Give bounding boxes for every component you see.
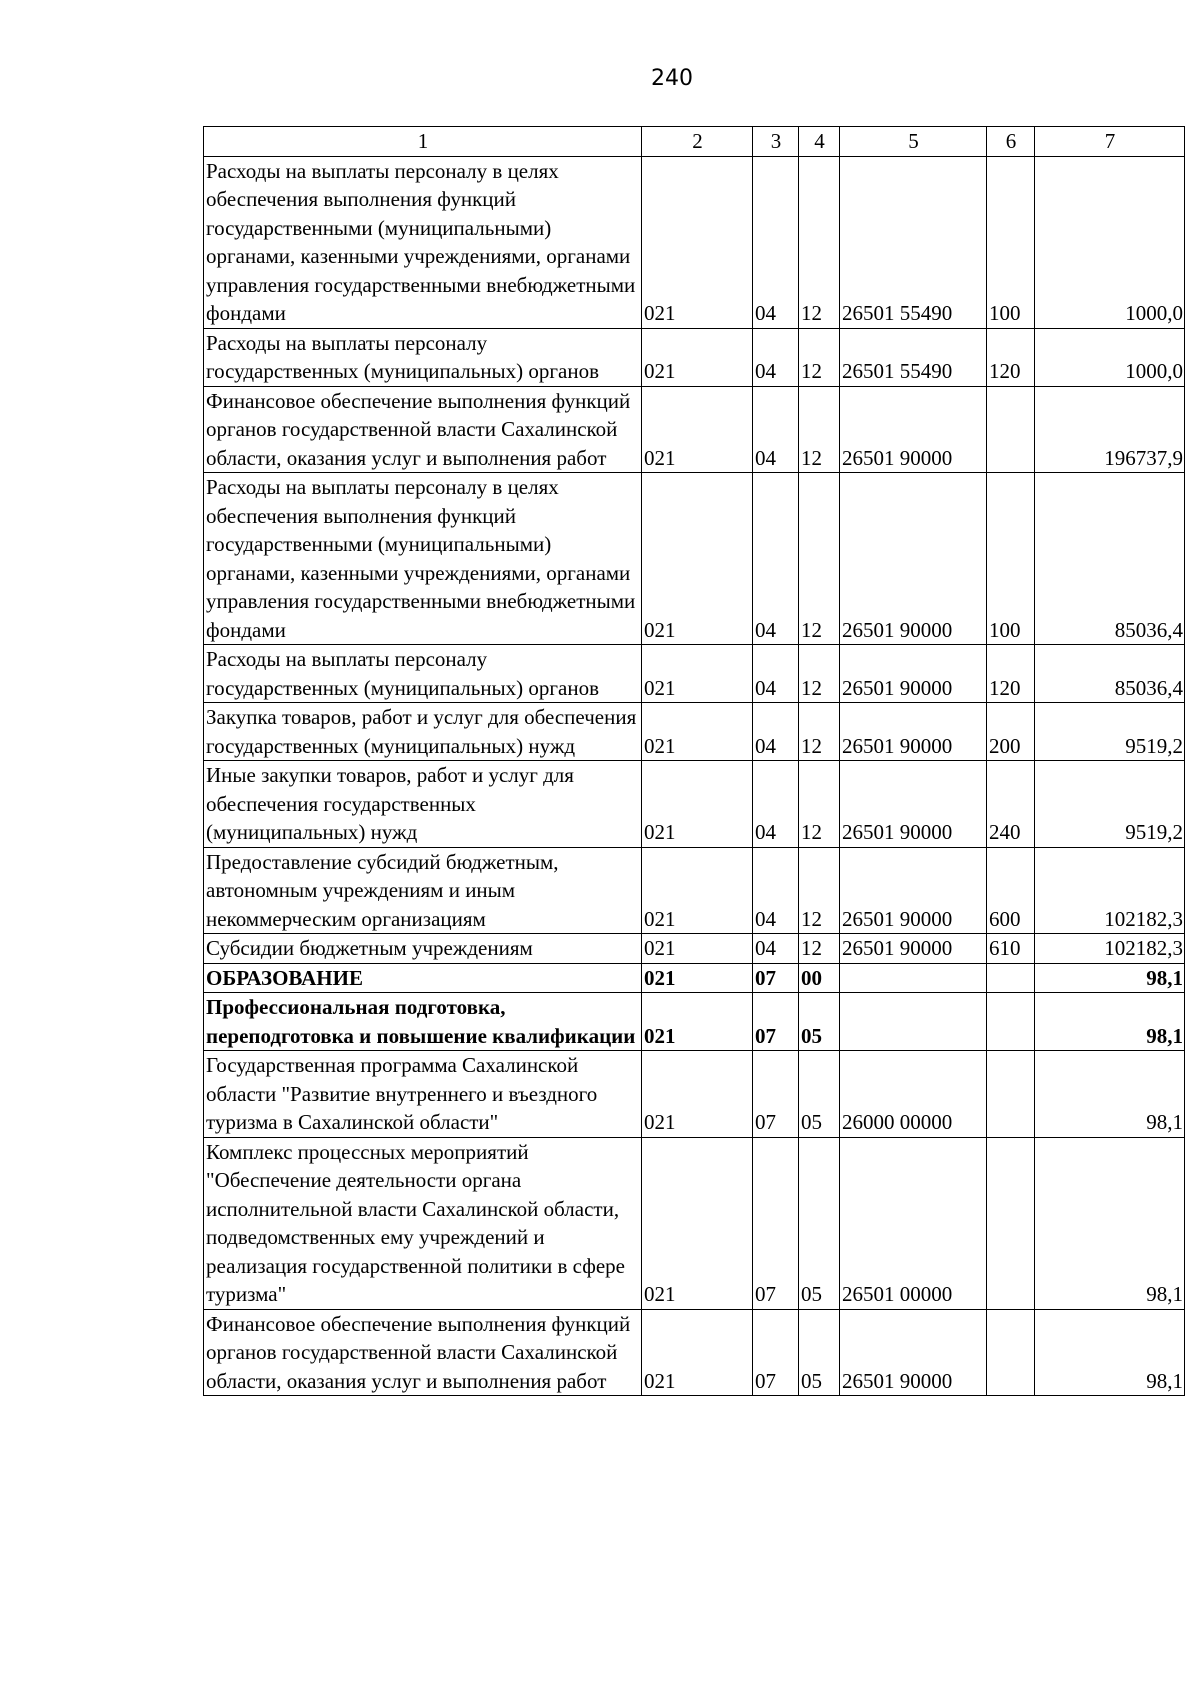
row-expense-type-cell: 240 (987, 761, 1035, 848)
row-expense-type-cell (987, 386, 1035, 473)
row-code-cell: 021 (642, 761, 753, 848)
row-name-cell: Комплекс процессных мероприятий "Обеспечение деятельности органа исполнительной власти Сахалинской области, подведомственных ему учреждений и реализация государственной политики в сфере туризма" (204, 1137, 642, 1309)
row-section-cell: 04 (753, 761, 799, 848)
header-cell-5: 5 (840, 127, 987, 157)
row-section-cell: 04 (753, 847, 799, 934)
header-cell-3: 3 (753, 127, 799, 157)
row-section-cell: 04 (753, 386, 799, 473)
row-code-cell: 021 (642, 156, 753, 328)
page-number: 240 (651, 66, 693, 91)
row-section-cell: 04 (753, 328, 799, 386)
row-expense-type-cell (987, 993, 1035, 1051)
row-code-cell: 021 (642, 386, 753, 473)
header-cell-2: 2 (642, 127, 753, 157)
row-target-article-cell: 26501 55490 (840, 328, 987, 386)
row-code-cell: 021 (642, 963, 753, 993)
row-name-cell: Иные закупки товаров, работ и услуг для обеспечения государственных (муниципальных) нужд (204, 761, 642, 848)
table-row (204, 703, 1185, 761)
row-subsection-cell: 12 (799, 761, 840, 848)
row-name-cell: ОБРАЗОВАНИЕ (204, 963, 642, 993)
header-cell-7: 7 (1035, 127, 1185, 157)
table-row (204, 847, 1185, 934)
row-name-cell: Государственная программа Сахалинской области "Развитие внутреннего и въездного туризма в Сахалинской области" (204, 1051, 642, 1138)
row-subsection-cell: 12 (799, 328, 840, 386)
row-amount-cell: 98,1 (1035, 1137, 1185, 1309)
row-amount-cell: 102182,3 (1035, 847, 1185, 934)
row-amount-cell: 98,1 (1035, 1051, 1185, 1138)
row-subsection-cell: 12 (799, 934, 840, 964)
row-amount-cell: 1000,0 (1035, 156, 1185, 328)
row-expense-type-cell (987, 1051, 1035, 1138)
row-expense-type-cell: 610 (987, 934, 1035, 964)
row-section-cell: 04 (753, 934, 799, 964)
row-code-cell: 021 (642, 1137, 753, 1309)
row-name-cell: Финансовое обеспечение выполнения функций органов государственной власти Сахалинской области, оказания услуг и выполнения работ (204, 386, 642, 473)
row-target-article-cell: 26501 90000 (840, 703, 987, 761)
row-amount-cell: 9519,2 (1035, 761, 1185, 848)
row-target-article-cell (840, 993, 987, 1051)
row-target-article-cell: 26501 90000 (840, 1309, 987, 1396)
table-row (204, 473, 1185, 645)
row-section-cell: 04 (753, 473, 799, 645)
row-target-article-cell: 26501 90000 (840, 386, 987, 473)
row-subsection-cell: 05 (799, 993, 840, 1051)
row-name-cell: Расходы на выплаты персоналу в целях обеспечения выполнения функций государственными (муниципальными) органами, казенными учреждениями, органами управления государственными внебюджетными фондами (204, 156, 642, 328)
row-section-cell: 07 (753, 993, 799, 1051)
row-section-cell: 07 (753, 1137, 799, 1309)
row-expense-type-cell (987, 1137, 1035, 1309)
row-subsection-cell: 12 (799, 645, 840, 703)
row-subsection-cell: 05 (799, 1137, 840, 1309)
row-amount-cell: 85036,4 (1035, 473, 1185, 645)
row-subsection-cell: 00 (799, 963, 840, 993)
table-row (204, 1051, 1185, 1138)
row-amount-cell: 196737,9 (1035, 386, 1185, 473)
row-amount-cell: 98,1 (1035, 963, 1185, 993)
header-cell-4: 4 (799, 127, 840, 157)
table-row (204, 1137, 1185, 1309)
row-expense-type-cell (987, 963, 1035, 993)
row-code-cell: 021 (642, 703, 753, 761)
row-target-article-cell: 26000 00000 (840, 1051, 987, 1138)
row-target-article-cell: 26501 55490 (840, 156, 987, 328)
header-cell-6: 6 (987, 127, 1035, 157)
row-amount-cell: 98,1 (1035, 1309, 1185, 1396)
budget-table (203, 126, 1185, 1396)
row-name-cell: Финансовое обеспечение выполнения функций органов государственной власти Сахалинской области, оказания услуг и выполнения работ (204, 1309, 642, 1396)
row-expense-type-cell (987, 1309, 1035, 1396)
table-row (204, 934, 1185, 964)
row-code-cell: 021 (642, 934, 753, 964)
row-expense-type-cell: 100 (987, 473, 1035, 645)
table-row (204, 386, 1185, 473)
row-code-cell: 021 (642, 473, 753, 645)
row-expense-type-cell: 600 (987, 847, 1035, 934)
table-header-row (204, 127, 1185, 157)
row-subsection-cell: 12 (799, 847, 840, 934)
row-target-article-cell: 26501 90000 (840, 761, 987, 848)
row-target-article-cell: 26501 90000 (840, 473, 987, 645)
row-amount-cell: 1000,0 (1035, 328, 1185, 386)
table-row (204, 328, 1185, 386)
row-name-cell: Расходы на выплаты персоналу в целях обеспечения выполнения функций государственными (муниципальными) органами, казенными учреждениями, органами управления государственными внебюджетными фондами (204, 473, 642, 645)
table-row (204, 156, 1185, 328)
row-subsection-cell: 12 (799, 386, 840, 473)
row-name-cell: Расходы на выплаты персоналу государственных (муниципальных) органов (204, 328, 642, 386)
row-subsection-cell: 05 (799, 1051, 840, 1138)
table-row (204, 761, 1185, 848)
row-target-article-cell: 26501 00000 (840, 1137, 987, 1309)
row-code-cell: 021 (642, 993, 753, 1051)
row-subsection-cell: 12 (799, 156, 840, 328)
row-expense-type-cell: 120 (987, 328, 1035, 386)
row-amount-cell: 9519,2 (1035, 703, 1185, 761)
row-target-article-cell: 26501 90000 (840, 645, 987, 703)
row-subsection-cell: 12 (799, 703, 840, 761)
row-section-cell: 04 (753, 645, 799, 703)
row-name-cell: Закупка товаров, работ и услуг для обеспечения государственных (муниципальных) нужд (204, 703, 642, 761)
row-code-cell: 021 (642, 328, 753, 386)
row-section-cell: 07 (753, 1051, 799, 1138)
row-code-cell: 021 (642, 1051, 753, 1138)
row-code-cell: 021 (642, 1309, 753, 1396)
row-expense-type-cell: 200 (987, 703, 1035, 761)
table-row (204, 1309, 1185, 1396)
row-target-article-cell: 26501 90000 (840, 934, 987, 964)
row-name-cell: Субсидии бюджетным учреждениям (204, 934, 642, 964)
row-code-cell: 021 (642, 645, 753, 703)
row-subsection-cell: 12 (799, 473, 840, 645)
row-expense-type-cell: 120 (987, 645, 1035, 703)
table-row (204, 645, 1185, 703)
row-section-cell: 07 (753, 963, 799, 993)
row-amount-cell: 98,1 (1035, 993, 1185, 1051)
row-expense-type-cell: 100 (987, 156, 1035, 328)
header-cell-1: 1 (204, 127, 642, 157)
row-amount-cell: 85036,4 (1035, 645, 1185, 703)
row-section-cell: 07 (753, 1309, 799, 1396)
row-name-cell: Расходы на выплаты персоналу государственных (муниципальных) органов (204, 645, 642, 703)
row-target-article-cell (840, 963, 987, 993)
row-name-cell: Предоставление субсидий бюджетным, автономным учреждениям и иным некоммерческим организациям (204, 847, 642, 934)
row-name-cell: Профессиональная подготовка, переподготовка и повышение квалификации (204, 993, 642, 1051)
row-section-cell: 04 (753, 703, 799, 761)
row-amount-cell: 102182,3 (1035, 934, 1185, 964)
table-row (204, 993, 1185, 1051)
row-target-article-cell: 26501 90000 (840, 847, 987, 934)
row-code-cell: 021 (642, 847, 753, 934)
row-subsection-cell: 05 (799, 1309, 840, 1396)
row-section-cell: 04 (753, 156, 799, 328)
table-row (204, 963, 1185, 993)
